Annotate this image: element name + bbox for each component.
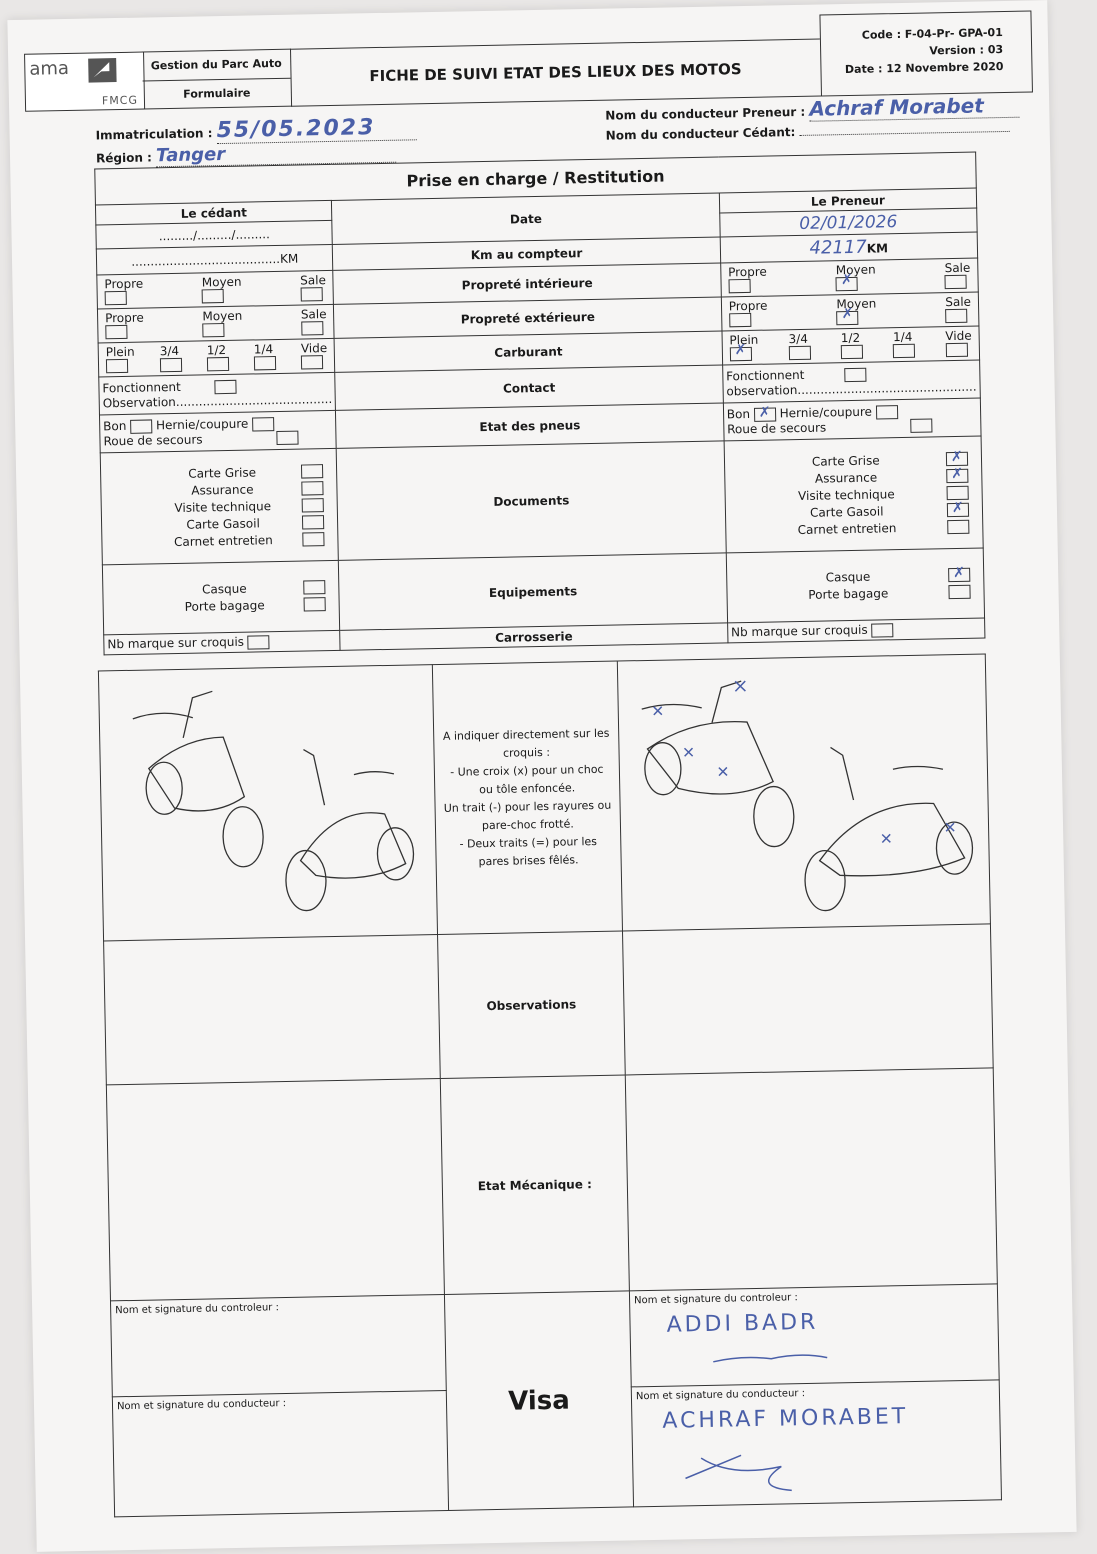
preneur-equip (726, 548, 985, 623)
bon-label: Bon (726, 406, 751, 422)
checkbox[interactable] (728, 279, 750, 293)
checkbox[interactable] (214, 380, 236, 394)
department: Gestion du Parc Auto (142, 50, 291, 82)
contact-label: Contact (335, 365, 723, 410)
checkbox[interactable] (276, 431, 298, 445)
observation-field[interactable]: observation............................................... (726, 379, 977, 399)
conducteur-label: Nom et signature du conducteur : (116, 1398, 287, 1413)
cedant-km-field[interactable]: .......................................KM (96, 244, 333, 275)
preneur-km-value: 42117 (809, 236, 867, 259)
doc-label: Visite technique (174, 498, 272, 515)
preneur-observations[interactable] (622, 924, 993, 1075)
checkbox-checked[interactable] (754, 407, 776, 421)
doc-label: Assurance (814, 470, 878, 486)
logo-text: ama (29, 57, 70, 80)
scooter-sketch-icon (102, 673, 427, 929)
opt-label: 1/2 (840, 330, 861, 346)
checkbox[interactable] (871, 623, 893, 637)
equip-label-cell: Equipements (339, 553, 728, 630)
preneur-pneus (723, 398, 981, 441)
preneur-field[interactable] (809, 93, 1019, 122)
cedant-conducteur-sig[interactable] (112, 1390, 448, 1516)
opt-label: Sale (944, 260, 971, 276)
checkbox[interactable] (304, 597, 326, 611)
checkbox[interactable] (202, 289, 224, 303)
carburant-label: Carburant (335, 331, 723, 372)
checkbox-checked[interactable] (730, 347, 752, 361)
checkbox[interactable] (948, 585, 970, 599)
checkbox[interactable] (203, 323, 225, 337)
opt-label: Propre (728, 298, 768, 314)
checkbox-checked[interactable] (946, 451, 968, 465)
doc-label: Carnet entretien (173, 532, 273, 549)
opt-label: Vide (300, 341, 328, 356)
checkbox-checked[interactable] (947, 502, 969, 516)
instruction-line: A indiquer directement sur les croquis : (442, 726, 610, 760)
checkbox[interactable] (303, 532, 325, 546)
cedant-contact (99, 372, 336, 415)
cedant-prop-int (97, 270, 334, 309)
opt-label: Moyen (836, 296, 877, 312)
instruction-line: Un trait (-) pour les rayures ou pare-choc frotté. (443, 798, 612, 832)
checkbox[interactable] (105, 291, 127, 305)
nb-marque-label: Nb marque sur croquis (107, 634, 245, 652)
form-sheet (7, 0, 1076, 1552)
checkbox[interactable] (300, 287, 322, 301)
pneus-label: Etat des pneus (336, 403, 724, 448)
inspection-table (94, 152, 985, 656)
preneur-date-value: 02/01/2026 (799, 211, 898, 234)
checkbox[interactable] (207, 357, 229, 371)
mecanique-label: Etat Mécanique : (440, 1075, 629, 1295)
conducteur-name: ACHRAF MORABET (662, 1404, 909, 1434)
fonctionnement-label: Fonctionnent (102, 380, 181, 396)
instruction-line: - Deux traits (=) pour les pares brises fêlés. (459, 834, 598, 868)
km-label: Km au compteur (333, 237, 721, 270)
page-title: FICHE DE SUIVI ETAT DES LIEUX DES MOTOS (369, 60, 742, 86)
lower-table (98, 653, 1002, 1517)
preneur-docs (724, 436, 983, 553)
date-label: Date (332, 193, 720, 244)
preneur-prop-int (720, 258, 978, 297)
carrosserie-label: Carrosserie (340, 623, 728, 650)
preneur-prop-ext (721, 292, 979, 331)
immatriculation-value: 55/05.2023 (216, 115, 376, 144)
form-type: Formulaire (183, 86, 251, 101)
doc-label: Carte Grise (188, 464, 257, 481)
checkbox[interactable] (304, 580, 326, 594)
checkbox[interactable] (106, 359, 128, 373)
conducteur-label: Nom et signature du conducteur : (635, 1388, 806, 1403)
region-value: Tanger (155, 143, 226, 167)
checkbox[interactable] (160, 358, 182, 372)
table-title: Prise en charge / Restitution (95, 152, 977, 205)
checkbox[interactable] (729, 313, 751, 327)
checkbox[interactable] (945, 343, 967, 357)
checkbox[interactable] (302, 498, 324, 512)
roue-label: Roue de secours (726, 419, 827, 436)
doc-label: Carte Gasoil (809, 503, 884, 520)
cedant-label: Nom du conducteur Cédant: (605, 125, 796, 143)
preneur-fuel (722, 326, 980, 365)
opt-label: Sale (300, 273, 327, 288)
checkbox[interactable] (947, 519, 969, 533)
checkbox[interactable] (789, 346, 811, 360)
checkbox[interactable] (302, 515, 324, 529)
documents-label: Documents (337, 441, 726, 560)
cedant-nb-marque (104, 630, 341, 655)
opt-label: 3/4 (788, 331, 809, 347)
opt-label: Sale (945, 294, 972, 310)
logo-arrow-icon (87, 57, 117, 84)
opt-label: 1/4 (892, 329, 913, 345)
hernie-label: Hernie/coupure (779, 404, 873, 421)
doc-date: Date : 12 Novembre 2020 (844, 60, 1004, 77)
opt-label: 1/2 (206, 342, 227, 358)
prop-int-label: Propreté intérieure (333, 263, 721, 304)
opt-label: Sale (300, 307, 327, 322)
equip-label: Porte bagage (808, 586, 889, 602)
cedant-observations[interactable] (104, 935, 441, 1085)
checkbox[interactable] (893, 344, 915, 358)
checkbox[interactable] (301, 464, 323, 478)
cedant-controleur-sig[interactable] (110, 1294, 446, 1396)
cedant-docs (100, 448, 339, 565)
preneur-conducteur-sig[interactable] (631, 1380, 1001, 1507)
scooter-sketch-marked-icon (621, 663, 986, 920)
cedant-pneus (99, 410, 336, 453)
checkbox[interactable] (945, 309, 967, 323)
checkbox[interactable] (841, 345, 863, 359)
nb-marque-label: Nb marque sur croquis (730, 622, 868, 640)
cedant-fuel (98, 338, 335, 377)
preneur-contact (722, 360, 980, 403)
cedant-prop-ext (97, 304, 334, 343)
opt-label: Vide (945, 328, 972, 344)
visa-label: Visa (444, 1291, 633, 1511)
checkbox[interactable] (301, 321, 323, 335)
cedant-mecanique[interactable] (106, 1079, 444, 1301)
checkbox[interactable] (876, 405, 898, 419)
checkbox-checked[interactable] (836, 277, 858, 291)
cedant-date-field[interactable]: ........./........./......... (96, 220, 333, 249)
preneur-value: Achraf Morabet (809, 93, 984, 121)
region-label: Région : (95, 150, 153, 166)
preneur-sketch (617, 654, 990, 931)
equip-label: Casque (825, 569, 871, 585)
checkbox[interactable] (945, 275, 967, 289)
checkbox[interactable] (105, 325, 127, 339)
opt-label: Propre (104, 276, 144, 292)
opt-label: Moyen (835, 262, 876, 278)
preneur-controleur-sig[interactable] (629, 1284, 999, 1387)
doc-label: Visite technique (797, 486, 895, 503)
checkbox[interactable] (910, 418, 932, 432)
opt-label: Moyen (202, 308, 243, 324)
logo-sub: FMCG (101, 93, 139, 108)
immatriculation-label: Immatriculation : (95, 126, 213, 143)
opt-label: Propre (104, 310, 144, 326)
doc-code-box (819, 10, 1033, 96)
checkbox[interactable] (252, 417, 274, 431)
opt-label: Plein (105, 344, 135, 360)
doc-label: Assurance (191, 481, 254, 498)
bon-label: Bon (103, 418, 127, 434)
doc-label: Carnet entretien (797, 520, 897, 537)
doc-label: Carte Grise (811, 452, 880, 469)
checkbox[interactable] (248, 635, 270, 649)
preneur-head: Le Preneur (719, 188, 977, 213)
opt-label: Propre (727, 264, 767, 280)
opt-label: 1/4 (253, 342, 274, 357)
prop-ext-label: Propreté extérieure (334, 297, 722, 338)
instruction-line: - Une croix (x) pour un choc ou tôle enfoncée. (450, 762, 604, 796)
doc-code: Code : F-04-Pr- GPA-01 (861, 26, 1003, 42)
department-box (142, 49, 292, 110)
controleur-label: Nom et signature du controleur : (633, 1292, 798, 1307)
checkbox[interactable] (302, 481, 324, 495)
checkbox[interactable] (844, 367, 866, 381)
km-unit: KM (866, 241, 889, 256)
conducteur-signature-icon (681, 1446, 822, 1499)
preneur-mecanique[interactable] (625, 1068, 997, 1291)
controleur-signature-icon (711, 1346, 831, 1372)
controleur-name: ADDI BADR (666, 1309, 819, 1338)
opt-label: 3/4 (159, 343, 180, 359)
checkbox[interactable] (301, 355, 323, 369)
opt-label: Plein (729, 332, 759, 348)
instructions-cell (432, 661, 622, 935)
checkbox[interactable] (947, 485, 969, 499)
doc-label: Carte Gasoil (186, 515, 260, 532)
fonctionnement-label: Fonctionnent (725, 368, 805, 384)
title-box (290, 39, 821, 107)
checkbox-checked[interactable] (946, 468, 968, 482)
cedant-sketch (98, 665, 437, 941)
ama-fmcg-logo (24, 52, 145, 112)
cedant-equip (102, 560, 340, 635)
checkbox-checked[interactable] (837, 311, 859, 325)
preneur-label: Nom du conducteur Preneur : (605, 104, 806, 123)
cedant-head: Le cédant (95, 200, 332, 225)
opt-label: Moyen (201, 274, 242, 290)
checkbox-checked[interactable] (948, 568, 970, 582)
hernie-label: Hernie/coupure (155, 416, 249, 433)
preneur-nb-marque (727, 618, 985, 643)
doc-version: Version : 03 (929, 43, 1004, 58)
controleur-label: Nom et signature du controleur : (115, 1302, 279, 1317)
roue-label: Roue de secours (103, 431, 203, 448)
observations-label: Observations (437, 931, 625, 1079)
checkbox[interactable] (254, 356, 276, 370)
equip-label: Casque (201, 581, 247, 597)
equip-label: Porte bagage (184, 598, 265, 614)
checkbox[interactable] (130, 419, 152, 433)
immatriculation-field[interactable] (216, 114, 416, 144)
cedant-field[interactable] (800, 131, 1010, 136)
observation-field[interactable]: Observation......................................... (102, 391, 333, 411)
